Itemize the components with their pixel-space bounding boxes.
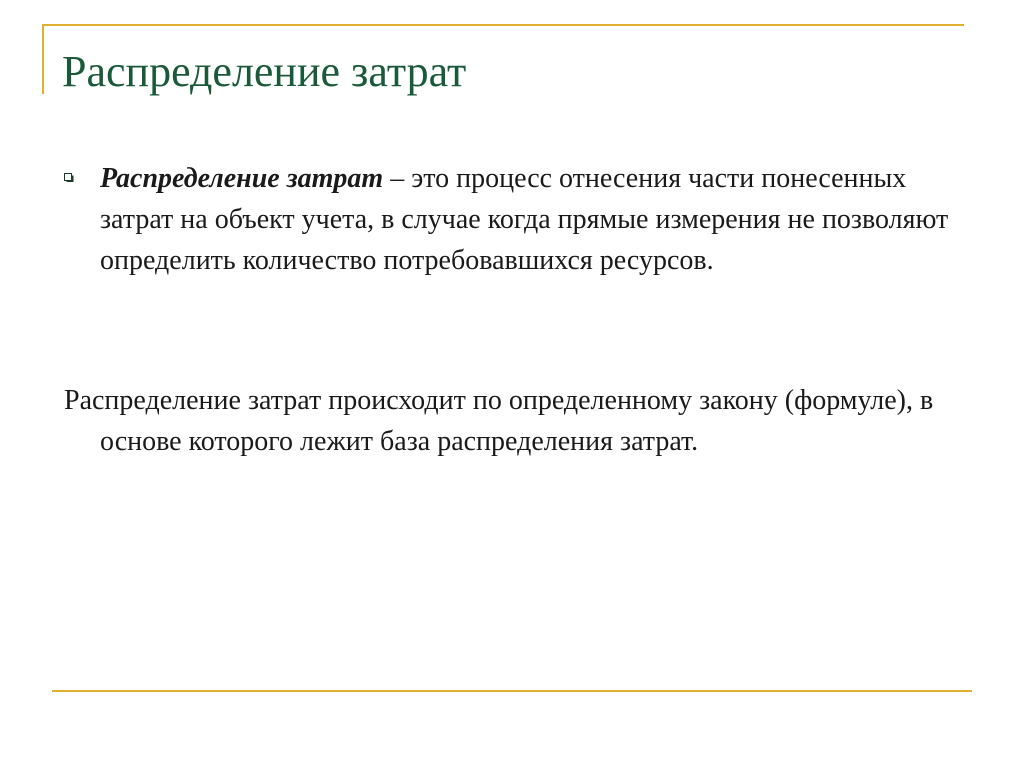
frame-left-line bbox=[42, 24, 44, 94]
bullet-item bbox=[64, 158, 964, 281]
slide-title: Распределение затрат bbox=[62, 47, 467, 96]
bullet-definition: – это процесс отнесения части понесенных затрат на объект учета, в случае когда прямые измерения не позволяют определить количество потребовавшихся ресурсов. bbox=[100, 163, 949, 276]
bullet-term: Распределение затрат bbox=[100, 163, 384, 194]
frame-bottom-line bbox=[52, 690, 972, 692]
bullet-text bbox=[100, 158, 964, 281]
square-bullet-icon bbox=[64, 173, 74, 183]
frame-top-line bbox=[42, 24, 964, 26]
body-paragraph: Распределение затрат происходит по определенному закону (формуле), в основе которого лежит база распределения затрат. bbox=[64, 385, 934, 457]
